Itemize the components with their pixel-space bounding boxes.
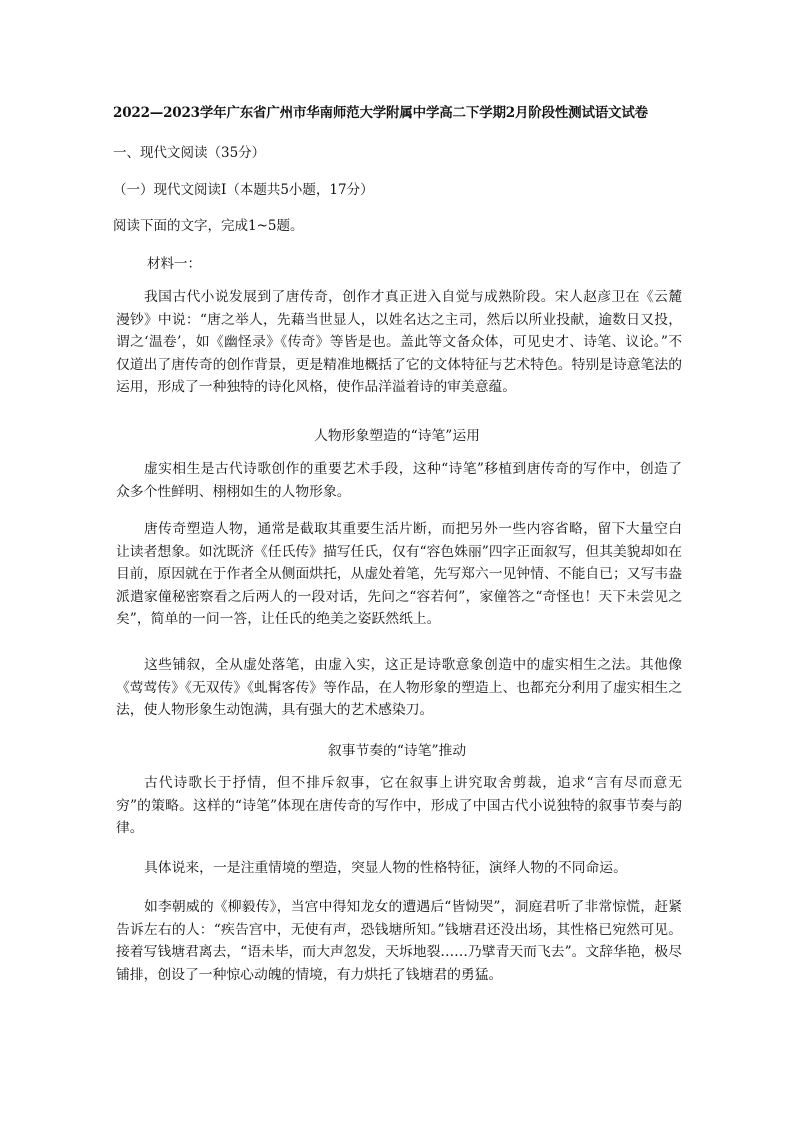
- subheading-character-portrayal: 人物形象塑造的“诗笔”运用: [314, 428, 480, 444]
- paragraph-6: 具体说来，一是注重情境的塑造，突显人物的性格特征，演绎人物的不同命运。: [144, 860, 627, 876]
- subheading-narrative-rhythm: 叙事节奏的“诗笔”推动: [327, 743, 467, 759]
- paragraph-4: 这些铺叙，全从虚处落笔，由虚入实，这正是诗歌意象创造中的虚实相生之法。其他像《莺莺传》《无双传》《虬髯客传》等作品，在人物形象的塑造上、也都充分利用了虚实相生之法，使人物形象生动饱满，具有强大的艺术感染刀。: [116, 657, 682, 718]
- paragraph-7: 如李朝威的《柳毅传》，当宫中得知龙女的遭遇后“皆恸哭”，洞庭君听了非常惊慌，赶紧告诉左右的人：“疾告宫中，无使有声，恐钱塘所知。”钱塘君还没出场，其性格已宛然可见。接着写钱塘君离去，“语未毕，而大声忽发，天坼地裂……乃擘青天而飞去”。文辞华艳，极尽铺排，创设了一种惊心动魄的情境，有力烘托了钱塘君的勇猛。: [116, 899, 682, 983]
- section-heading: 一、现代文阅读（35分）: [113, 145, 266, 161]
- paragraph-1: 我国古代小说发展到了唐传奇，创作才真正进入自觉与成熟阶段。宋人赵彦卫在《云麓漫钞》中说：“唐之举人，先藉当世显人，以姓名达之主司，然后以所业投献，逾数日又投，谓之‘温卷’，如《幽怪录》《传奇》等皆是也。盖此等文备众体，可见史才、诗笔、议论。”不仅道出了唐传奇的创作背景，更是精准地概括了它的文体特征与艺术特色。特别是诗意笔法的运用，形成了一种独特的诗化风格，使作品洋溢着诗的审美意蕴。: [116, 289, 682, 395]
- reading-instruction: 阅读下面的文字，完成1~5题。: [113, 218, 304, 234]
- exam-title: 2022—2023学年广东省广州市华南师范大学附属中学高二下学期2月阶段性测试语文试卷: [113, 105, 648, 121]
- paragraph-3: 唐传奇塑造人物，通常是截取其重要生活片断，而把另外一些内容省略，留下大量空白让读者想象。如沈既济《任氏传》描写任氏，仅有“容色姝丽”四字正面叙写，但其美貌却如在目前，原因就在于作者全从侧面烘托，从虚处着笔，先写郑六一见钟情、不能自已；又写韦盎派遣家僮秘密察看之后两人的一段对话，先问之“容若何”，家僮答之“奇怪也！天下未尝见之矣”，简单的一问一答，让任氏的绝美之姿跃然纸上。: [116, 521, 682, 627]
- subsection-heading: （一）现代文阅读Ⅰ（本题共5小题，17分）: [113, 182, 374, 198]
- material-label: 材料一：: [147, 256, 201, 272]
- paragraph-2: 虚实相生是古代诗歌创作的重要艺术手段，这种“诗笔”移植到唐传奇的写作中，创造了众多个性鲜明、栩栩如生的人物形象。: [116, 461, 682, 500]
- paragraph-5: 古代诗歌长于抒情，但不排斥叙事，它在叙事上讲究取舍剪裁，追求“言有尽而意无穷”的策略。这样的“诗笔”体现在唐传奇的写作中，形成了中国古代小说独特的叙事节奏与韵律。: [116, 775, 682, 836]
